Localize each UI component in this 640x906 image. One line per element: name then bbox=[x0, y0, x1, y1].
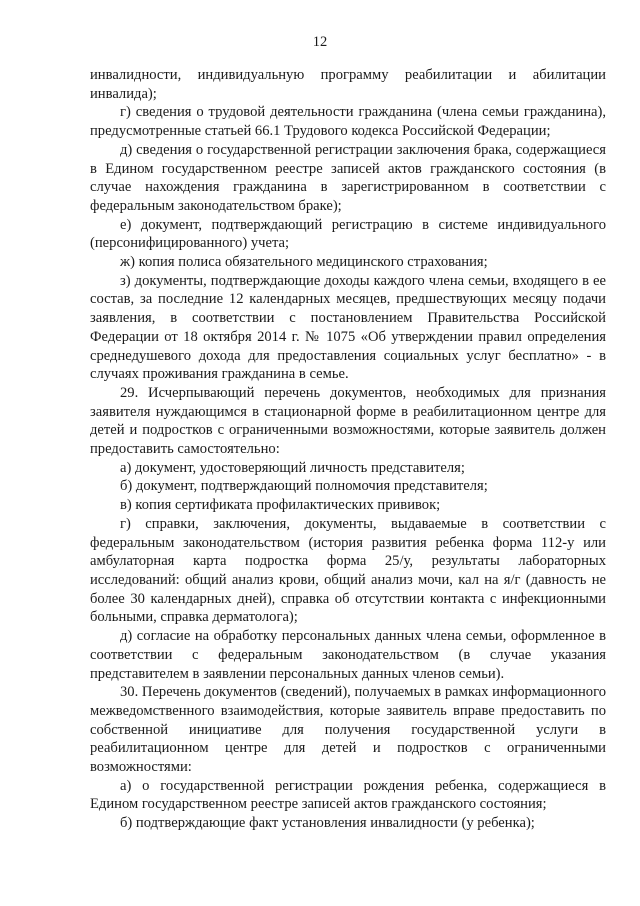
paragraph-continuation: инвалидности, индивидуальную программу реабилитации и абилитации инвалида); bbox=[90, 67, 606, 102]
paragraph-29-item-d: д) согласие на обработку персональных данных члена семьи, оформленное в соответствии с федеральным законодательством (в случае указания представителем в заявлении персональных данных членов семьи). bbox=[90, 628, 606, 682]
paragraph-section-30: 30. Перечень документов (сведений), получаемых в рамках информационного межведомственного взаимодействия, которые заявитель вправе предоставить по собственной инициативе для получения государственной услуги в реабилитационном центре для детей и подростков с ограниченными возможностями: bbox=[90, 684, 606, 776]
paragraph-item-z-income: з) документы, подтверждающие доходы каждого члена семьи, входящего в ее состав, за последние 12 календарных месяцев, предшествующих месяцу подачи заявления, в соответствии с постановлением Правительства Российской Федерации от 18 октября 2014 г. № 1075 «Об утверждении правил определения среднедушевого дохода для предоставления социальных услуг бесплатно» - в случаях проживания гражданина в семье. bbox=[90, 272, 606, 383]
paragraph-item-g-labor: г) сведения о трудовой деятельности гражданина (члена семьи гражданина), предусмотренные статьей 66.1 Трудового кодекса Российской Федерации; bbox=[90, 104, 606, 140]
paragraph-item-zh-insurance: ж) копия полиса обязательного медицинского страхования; bbox=[120, 254, 488, 271]
paragraph-30-item-a: а) о государственной регистрации рождения ребенка, содержащиеся в Едином государственном реестре записей актов гражданского состояния; bbox=[90, 777, 606, 813]
paragraph-item-d-marriage: д) сведения о государственной регистрации заключения брака, содержащиеся в Едином государственном реестре записей актов гражданского состояния (в случае нахождения гражданина в зарегистрированном в соответствии с федеральным законодательством браке); bbox=[90, 141, 606, 214]
paragraph-29-item-a: а) документ, удостоверяющий личность представителя; bbox=[120, 459, 465, 476]
paragraph-29-item-g: г) справки, заключения, документы, выдаваемые в соответствии с федеральным законодательством (история развития ребенка форма 112-у или амбулаторная карта подростка форма 25/у, результаты лабораторных исследований: общий анализ крови, общий анализ мочи, кал на я/г (давность не более 30 календарных дней), справка об отсутствии контакта с инфекционными больными, справка дерматолога); bbox=[90, 515, 606, 626]
paragraph-section-29: 29. Исчерпывающий перечень документов, необходимых для признания заявителя нуждающимся в стационарной форме в реабилитационном центре для детей и подростков с ограниченными возможностями, которые заявитель должен предоставить самостоятельно: bbox=[90, 384, 606, 458]
paragraph-29-item-b: б) документ, подтверждающий полномочия представителя; bbox=[120, 478, 488, 495]
document-body bbox=[90, 66, 606, 833]
page-number: 12 bbox=[312, 34, 328, 50]
paragraph-29-item-v: в) копия сертификата профилактических прививок; bbox=[120, 497, 441, 514]
paragraph-item-e-registration: е) документ, подтверждающий регистрацию в системе индивидуального (персонифицированного) учета; bbox=[90, 216, 606, 252]
paragraph-30-item-b: б) подтверждающие факт установления инвалидности (у ребенка); bbox=[120, 815, 535, 832]
